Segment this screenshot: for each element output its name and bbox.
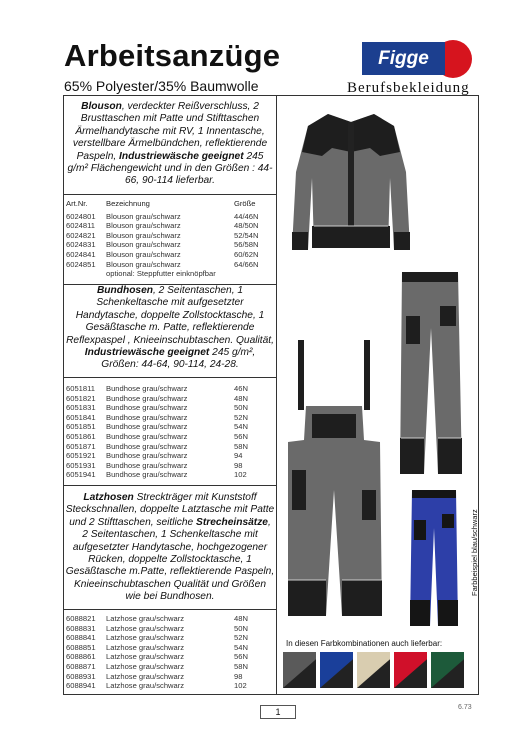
table-row: [66, 231, 276, 241]
logo-text: Figge: [362, 42, 445, 75]
table-row: [66, 260, 276, 270]
divider: [63, 194, 277, 195]
article-name: Bundhose grau/schwarz: [106, 422, 188, 432]
col-art: Art.Nr.: [66, 199, 88, 208]
art-number: 6024821: [66, 230, 96, 240]
bundhose-table: [66, 384, 276, 480]
art-number: 6051811: [66, 384, 95, 393]
art-number: 6051921: [66, 451, 96, 461]
art-number: 6088841: [66, 633, 96, 643]
size: 46N: [234, 384, 248, 393]
blouson-desc-a: , verdeckter Reißverschluss, 2 Brusttaschen mit Patte und Stifttaschen Ärmelhandytasche mit RV, 1 Innentasche, verstellbare Ärmelbündchen, reflektierende Paspeln,: [72, 101, 268, 162]
size: 52/54N: [234, 230, 259, 240]
table-row: [66, 662, 276, 672]
article-name: Blouson grau/schwarz: [106, 221, 181, 231]
size: 102: [234, 681, 247, 691]
article-name: Latzhose grau/schwarz: [106, 633, 185, 643]
latzhose-rows: [66, 614, 276, 691]
table-row: [66, 394, 276, 404]
art-number: 6088861: [66, 652, 96, 662]
art-number: 6051841: [66, 412, 96, 422]
art-number: 6051941: [66, 470, 96, 480]
table-row: [66, 442, 276, 452]
table-row: [66, 413, 276, 423]
article-name: Latzhose grau/schwarz: [106, 652, 185, 662]
art-number: 6024851: [66, 259, 96, 269]
table-row: [66, 451, 276, 461]
latzhose-desc-b: , 2 Seitentaschen, 1 Schenkeltasche mit aufgesetzter Handytasche, hochgezogener Rücken, doppelte Zollstocktasche, 1 Gesäßtasche m.Patte, reflektierende Paspeln, Knieeinschubtaschen Qualität und Größen wie bei Bundhosen.: [65, 516, 275, 603]
article-name: Blouson grau/schwarz: [106, 259, 181, 269]
art-number: 6024831: [66, 240, 96, 250]
article-name: Bundhose grau/schwarz: [106, 441, 188, 451]
article-name: Latzhose grau/schwarz: [106, 614, 185, 623]
table-header: [66, 199, 276, 209]
size: 48N: [234, 614, 248, 623]
blouson-rows: [66, 212, 276, 270]
article-name: Blouson grau/schwarz: [106, 211, 181, 221]
col-size: Größe: [234, 199, 256, 208]
bundhose-name: Bundhosen: [96, 285, 153, 296]
size: 52N: [234, 633, 248, 643]
brand-subtitle: Berufsbekleidung: [347, 80, 470, 96]
spec-column: [63, 95, 277, 695]
size: 56N: [234, 652, 248, 662]
article-name: Blouson grau/schwarz: [106, 230, 181, 240]
size: 58N: [234, 441, 248, 451]
size: 58N: [234, 661, 248, 671]
swatch-label: In diesen Farbkombinationen auch lieferbar:: [286, 639, 443, 648]
latzhose-desc-a: Streckträger mit Kunststoff Steckschnallen, doppelte Latztasche mit Patte und 2 Stifttaschen, seitliche: [65, 492, 275, 528]
article-name: Blouson grau/schwarz: [106, 240, 181, 250]
table-row: [66, 643, 276, 653]
art-number: 6024801: [66, 211, 96, 221]
table-row: [66, 470, 276, 480]
table-row: [66, 403, 276, 413]
divider: [63, 377, 277, 378]
blouson-desc-b: 245 g/m² Flächengewicht und in den Größen : 44-66, 90-114 lieferbar.: [67, 150, 273, 187]
page-reference: 6.73: [458, 704, 472, 711]
size: 98: [234, 671, 243, 681]
article-name: Bundhose grau/schwarz: [106, 470, 188, 480]
latzhose-name: Latzhosen: [83, 492, 134, 503]
article-name: Bundhose grau/schwarz: [106, 451, 188, 461]
art-number: 6051821: [66, 393, 96, 403]
size: 56N: [234, 431, 248, 441]
table-row: [66, 672, 276, 682]
bundhose-desc-a: , 2 Seitentaschen, 1 Schenkeltasche mit aufgesetzter Handytasche, doppelte Zollstocktasche, 1 Gesäßtasche m. Patte, reflektierende Reflexpaspel , Knieeinschubtaschen. Qualität,: [66, 285, 274, 346]
blouson-description: [63, 101, 277, 188]
table-row: [66, 633, 276, 643]
bundhose-description: [63, 285, 277, 372]
color-swatches: [283, 652, 464, 688]
table-row: [66, 221, 276, 231]
table-row: [66, 212, 276, 222]
art-number: 6088851: [66, 642, 96, 652]
bundhose-desc-b: 245 g/m², Größen: 44-64, 90-114, 24-28.: [101, 347, 256, 371]
page-number: 1: [260, 705, 296, 719]
art-number: 6024841: [66, 249, 96, 259]
col-name: Bezeichnung: [106, 199, 150, 208]
table-row: [66, 250, 276, 260]
blouson-note: optional: Steppfutter einknöpfbar: [106, 269, 216, 279]
size: 60/62N: [234, 249, 259, 259]
blouson-quality: Industriewäsche geeignet: [119, 150, 244, 162]
article-name: Latzhose grau/schwarz: [106, 642, 185, 652]
table-row: [66, 614, 276, 624]
bundhose-rows: [66, 384, 276, 480]
size: 44/46N: [234, 211, 259, 221]
article-name: Latzhose grau/schwarz: [106, 671, 185, 681]
art-number: 6024811: [66, 221, 95, 231]
table-row: [66, 681, 276, 691]
article-name: Latzhose grau/schwarz: [106, 623, 185, 633]
color-example-caption: Farbbeispiel blau/schwarz: [470, 509, 479, 596]
size: 102: [234, 470, 247, 480]
color-swatch: [320, 652, 353, 688]
latzhose-quality: Strecheinsätze: [196, 516, 268, 528]
article-name: Latzhose grau/schwarz: [106, 661, 185, 671]
size: 56/58N: [234, 240, 259, 250]
article-name: Latzhose grau/schwarz: [106, 681, 185, 691]
color-swatch: [357, 652, 390, 688]
size: 64/66N: [234, 259, 259, 269]
article-name: Bundhose grau/schwarz: [106, 460, 188, 470]
size: 50N: [234, 403, 248, 413]
latzhose-table: [66, 614, 276, 691]
art-number: 6088941: [66, 681, 96, 691]
divider: [63, 609, 277, 610]
art-number: 6088931: [66, 671, 96, 681]
article-name: Bundhose grau/schwarz: [106, 384, 188, 393]
size: 54N: [234, 422, 248, 432]
bundhose-image: [398, 268, 464, 480]
size: 54N: [234, 642, 248, 652]
brand-logo: [362, 40, 474, 78]
table-row: [66, 652, 276, 662]
article-name: Bundhose grau/schwarz: [106, 403, 188, 413]
table-row: [66, 432, 276, 442]
size: 94: [234, 451, 243, 461]
size: 48/50N: [234, 221, 259, 231]
art-number: 6051871: [66, 441, 96, 451]
art-number: 6088821: [66, 614, 96, 623]
article-name: Bundhose grau/schwarz: [106, 412, 188, 422]
table-row: [66, 422, 276, 432]
art-number: 6088871: [66, 661, 96, 671]
latzhose-image: [284, 340, 384, 622]
article-name: Bundhose grau/schwarz: [106, 431, 188, 441]
table-row: [66, 240, 276, 250]
table-row: [66, 624, 276, 634]
art-number: 6051851: [66, 422, 96, 432]
color-swatch: [394, 652, 427, 688]
table-row: [66, 461, 276, 471]
art-number: 6051861: [66, 431, 96, 441]
art-number: 6051931: [66, 460, 96, 470]
color-swatch: [283, 652, 316, 688]
latzhose-description: [63, 492, 277, 604]
table-row: [66, 384, 276, 394]
art-number: 6088831: [66, 623, 96, 633]
blouson-name: Blouson: [81, 101, 122, 112]
size: 98: [234, 460, 243, 470]
size: 50N: [234, 623, 248, 633]
article-name: Bundhose grau/schwarz: [106, 393, 188, 403]
page-title: Arbeitsanzüge: [64, 38, 281, 73]
size: 48N: [234, 393, 248, 403]
bundhose-quality: Industriewäsche geeignet: [84, 347, 210, 359]
color-swatch: [431, 652, 464, 688]
article-name: Blouson grau/schwarz: [106, 249, 181, 259]
blouson-image: [290, 108, 412, 258]
size: 52N: [234, 412, 248, 422]
blue-trousers-image: [408, 488, 460, 630]
blouson-table: [66, 199, 276, 279]
page-subtitle: 65% Polyester/35% Baumwolle: [64, 78, 259, 94]
divider: [63, 485, 277, 486]
art-number: 6051831: [66, 403, 96, 413]
